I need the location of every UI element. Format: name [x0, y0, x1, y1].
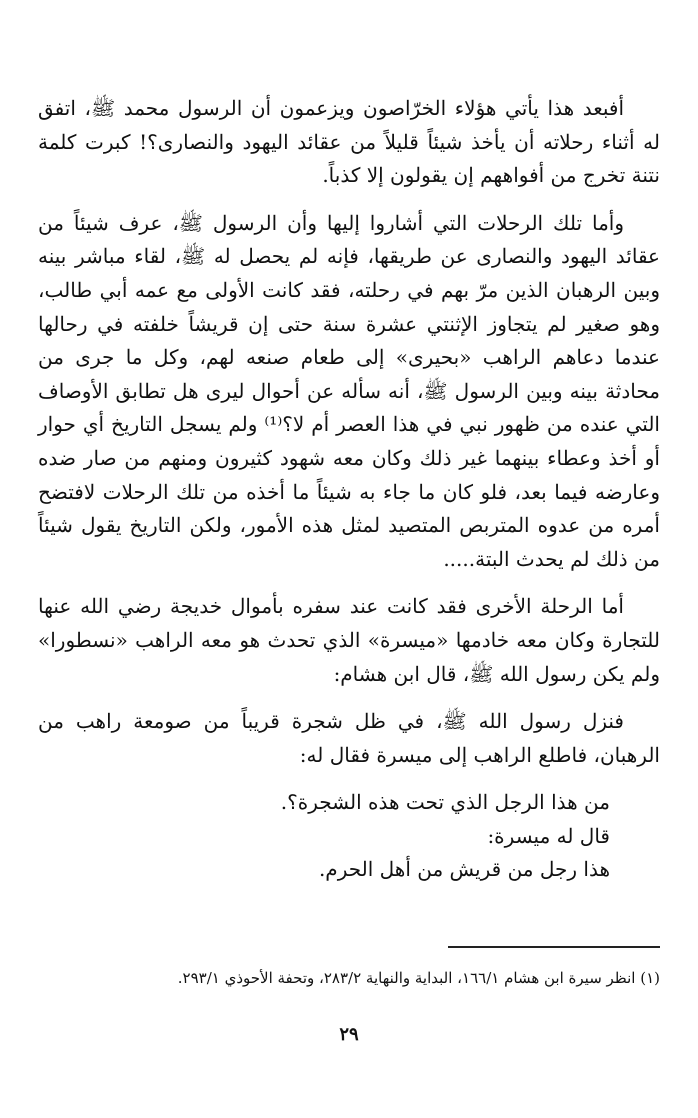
paragraph: فنزل رسول الله ﷺ، في ظل شجرة قريباً من صومعة راهب من الرهبان، فاطلع الراهب إلى ميسرة فقال له: — [38, 709, 660, 767]
paragraph: أما الرحلة الأخرى فقد كانت عند سفره بأموال خديجة رضي الله عنها للتجارة وكان معه خادمها «ميسرة» الذي تحدث هو معه الراهب «نسطورا» ولم يكن رسول الله ﷺ، قال ابن هشام: — [38, 594, 660, 686]
paragraph: أفبعد هذا يأتي هؤلاء الخرّاصون ويزعمون أن الرسول محمد ﷺ، اتفق له أثناء رحلاته أن يأخذ شيئاً قليلاً من عقائد اليهود والنصارى؟! كبرت كلمة نتنة تخرج من أفواههم إن يقولون إلا كذباً. — [38, 96, 660, 188]
paragraph: وأما تلك الرحلات التي أشاروا إليها وأن الرسول ﷺ، عرف شيئاً من عقائد اليهود والنصارى عن طريقها، فإنه لم يحصل له ﷺ، لقاء مباشر بينه وبين الرهبان الذين مرّ بهم في رحلته، فقد كانت الأولى مع عمه أبي طالب، وهو صغير لم يتجاوز الإثنتي عشرة سنة حتى إن قريشاً خلفته في رحالها عندما دعاهم الراهب «بحيرى» إلى طعام صنعه لهم، وكل ما جرى من محادثة بينه وبين الرسول ﷺ، أنه سأله عن أحوال ليرى هل تطابق الأوصاف التي عنده من ظهور نبي في هذا العصر أم لا؟⁽¹⁾ ولم يسجل التاريخ أي حوار أو أخذ وعطاء بينهما غير ذلك وكان معه شهود كثيرون ومنهم من صار ضده وعارضه فيما بعد، فلو كان ما جاء به شيئاً ما أخذه من تلك الرحلات لافتضح أمره من عدوه المتربص المتصيد لمثل هذه الأمور، ولكن التاريخ يقول شيئاً من ذلك لم يحدث البتة..... — [38, 210, 660, 571]
footnote: (١) انظر سيرة ابن هشام ١٦٦/١، البداية والنهاية ٢٨٣/٢، وتحفة الأحوذي ٢٩٣/١. — [177, 969, 660, 987]
footnote-divider — [448, 946, 660, 948]
main-text — [38, 92, 660, 887]
dialog-line: هذا رجل من قريش من أهل الحرم. — [318, 857, 610, 882]
dialog-line: قال له ميسرة: — [487, 823, 610, 848]
dialog-block — [38, 786, 660, 887]
page-number: ٢٩ — [339, 1024, 359, 1045]
dialog-line: من هذا الرجل الذي تحت هذه الشجرة؟. — [280, 790, 610, 815]
